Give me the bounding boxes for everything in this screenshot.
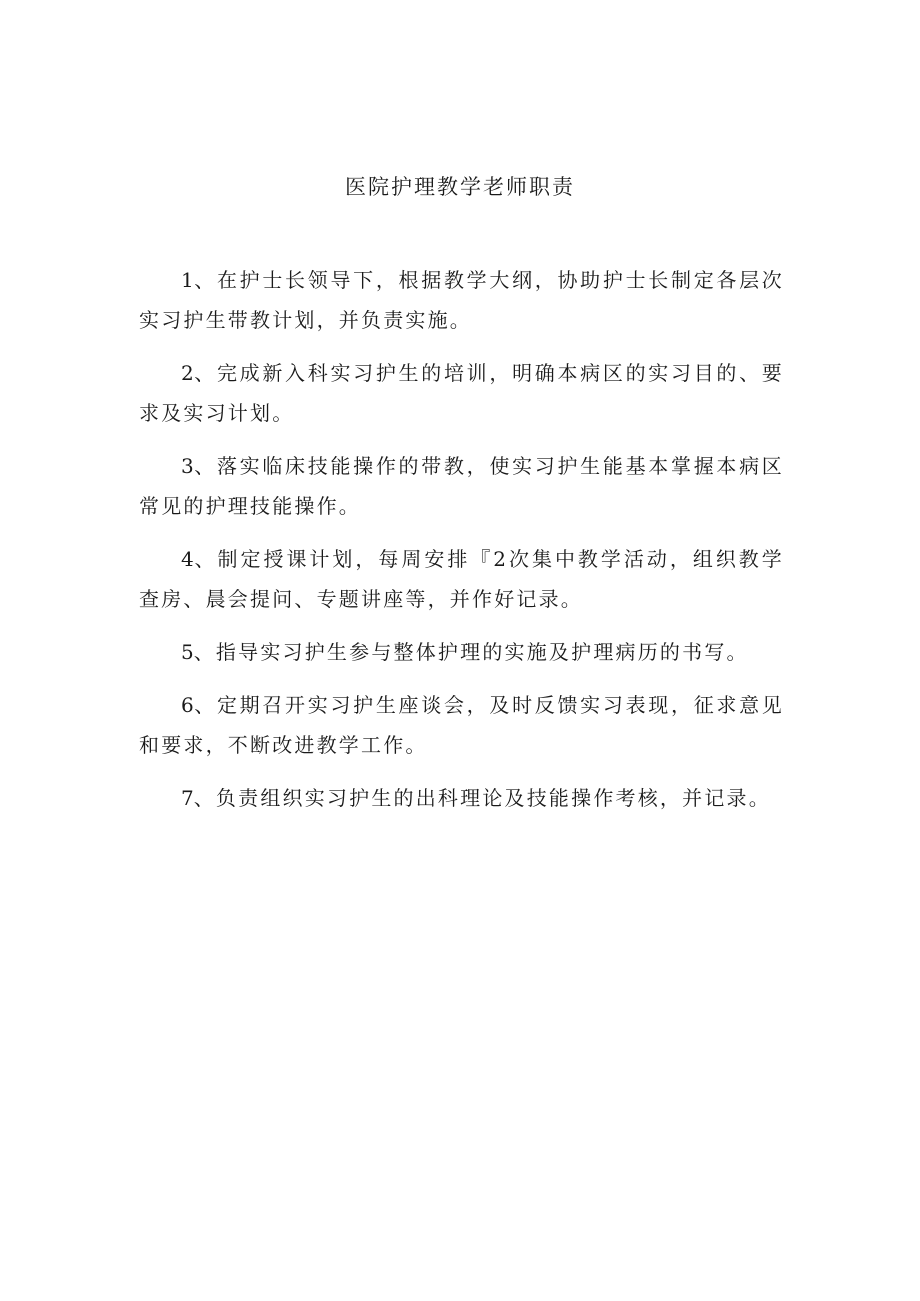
duty-item-7 [139,778,784,818]
duty-item-5 [139,632,784,672]
duty-item-4 [139,539,784,619]
duty-item-3 [139,446,784,526]
duty-item-number: 5 [181,640,194,664]
duty-item-text: 、指导实习护生参与整体护理的实施及护理病历的书写。 [193,640,749,664]
duty-item-text: 、制定授课计划，每周安排『2次集中教学活动，组织教学查房、晨会提问、专题讲座等，并作好记录。 [139,547,784,611]
duty-item-1 [139,260,784,340]
duty-item-text: 、落实临床技能操作的带教，使实习护生能基本掌握本病区常见的护理技能操作。 [139,454,784,518]
duty-item-text: 、负责组织实习护生的出科理论及技能操作考核，并记录。 [193,786,771,810]
document-title: 医院护理教学老师职责 [345,175,575,199]
duty-item-number: 7 [181,786,194,810]
duty-item-6 [139,685,784,765]
document-body [139,260,784,831]
duty-item-number: 3 [181,454,194,478]
duty-item-number: 4 [181,547,194,571]
duty-item-text: 、完成新入科实习护生的培训，明确本病区的实习目的、要求及实习计划。 [139,361,784,425]
duty-item-number: 2 [181,361,194,385]
duty-item-text: 、定期召开实习护生座谈会，及时反馈实习表现，征求意见和要求，不断改进教学工作。 [139,693,784,757]
duty-item-2 [139,353,784,433]
duty-item-number: 1 [181,268,194,292]
duty-item-number: 6 [181,693,194,717]
duty-item-text: 、在护士长领导下，根据教学大纲，协助护士长制定各层次实习护生带教计划，并负责实施。 [139,268,784,332]
